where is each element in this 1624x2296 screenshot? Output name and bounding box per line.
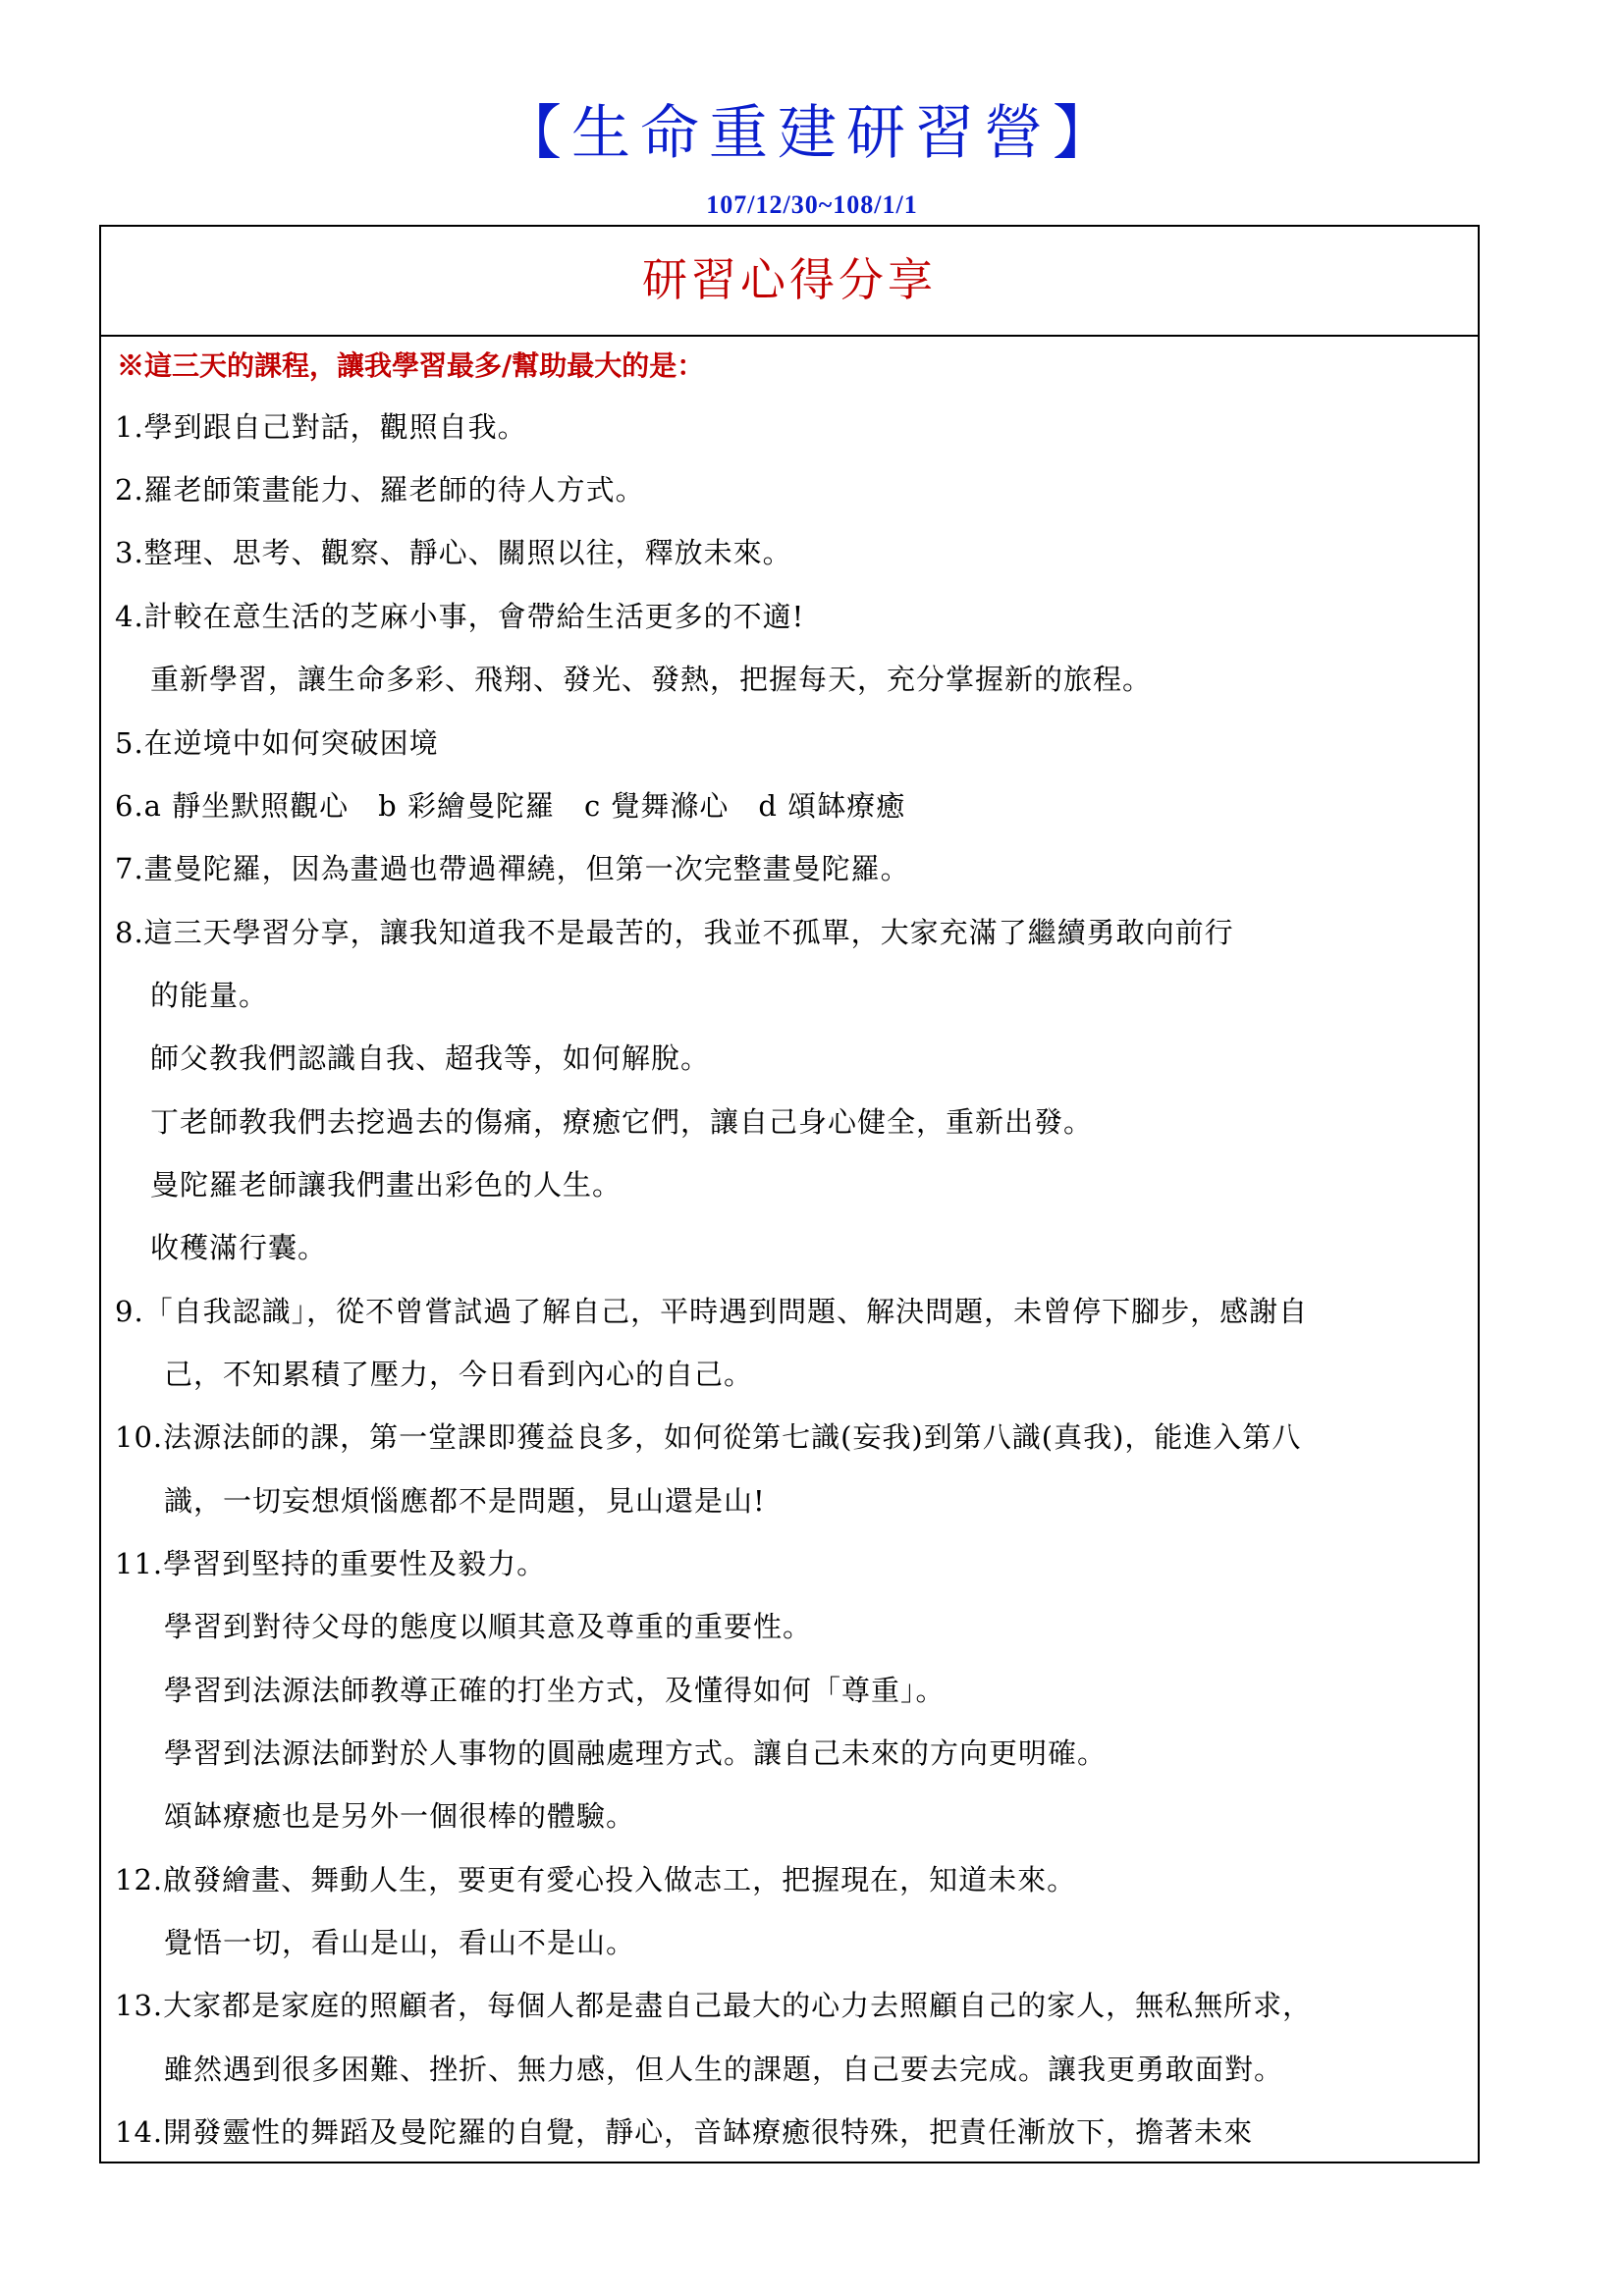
answer-line: 師父教我們認識自我、超我等，如何解脫。: [150, 1041, 711, 1075]
sharing-heading: 研習心得分享: [101, 227, 1478, 337]
answer-line: 1.學到跟自己對話，觀照自我。: [115, 410, 527, 444]
answer-line: 的能量。: [150, 979, 269, 1012]
answer-line: 13.大家都是家庭的照顧者，每個人都是盡自己最大的心力去照顧自己的家人，無私無所求，: [115, 1989, 1313, 2022]
answer-line: 7.畫曼陀羅，因為畫過也帶過禪繞，但第一次完整畫曼陀羅。: [115, 852, 910, 885]
answer-line: 曼陀羅老師讓我們畫出彩色的人生。: [150, 1168, 623, 1201]
answer-line: 6.a 靜坐默照觀心 b 彩繪曼陀羅 c 覺舞滌心 d 頌缽療癒: [115, 789, 906, 823]
answer-line: 12.啟發繪畫、舞動人生，要更有愛心投入做志工，把握現在，知道未來。: [115, 1863, 1077, 1896]
answer-line: 4.計較在意生活的芝麻小事，會帶給生活更多的不適!: [115, 600, 805, 633]
answer-line: 10.法源法師的課，第一堂課即獲益良多，如何從第七識(妄我)到第八識(真我)，能進入第八: [115, 1420, 1302, 1454]
answer-line: 丁老師教我們去挖過去的傷痛，療癒它們，讓自己身心健全，重新出發。: [150, 1105, 1094, 1139]
sharing-box: [99, 225, 1480, 2163]
answer-line: 14.開發靈性的舞蹈及曼陀羅的自覺，靜心，音缽療癒很特殊，把責任漸放下，擔著未來: [115, 2115, 1254, 2149]
event-date: 107/12/30~108/1/1: [706, 190, 918, 219]
answer-line: 2.羅老師策畫能力、羅老師的待人方式。: [115, 473, 645, 507]
answer-line: 9.「自我認識」，從不曾嘗試過了解自己，平時遇到問題、解決問題，未曾停下腳步，感謝自: [115, 1295, 1309, 1328]
answer-line: 學習到法源法師對於人事物的圓融處理方式。讓自己未來的方向更明確。: [164, 1736, 1108, 1770]
answer-line: 雖然遇到很多困難、挫折、無力感，但人生的課題，自己要去完成。讓我更勇敢面對。: [164, 2053, 1284, 2086]
answer-line: 11.學習到堅持的重要性及毅力。: [115, 1547, 547, 1580]
answer-line: 覺悟一切，看山是山，看山不是山。: [164, 1926, 636, 1959]
question-prompt: ※這三天的課程，讓我學習最多/幫助最大的是：: [117, 349, 705, 382]
answer-line: 己，不知累積了壓力，今日看到內心的自己。: [164, 1358, 754, 1391]
answer-line: 學習到對待父母的態度以順其意及尊重的重要性。: [164, 1610, 813, 1643]
answer-line: 重新學習，讓生命多彩、飛翔、發光、發熱，把握每天，充分掌握新的旅程。: [150, 663, 1153, 696]
answer-line: 5.在逆境中如何突破困境: [115, 726, 439, 760]
answer-line: 學習到法源法師教導正確的打坐方式，及懂得如何「尊重」。: [164, 1674, 946, 1707]
answer-line: 收穫滿行囊。: [150, 1231, 328, 1264]
answer-line: 識，一切妄想煩惱應都不是問題，見山還是山!: [164, 1484, 766, 1518]
page-title: 【生命重建研習營】: [503, 99, 1121, 168]
answer-line: 頌缽療癒也是另外一個很棒的體驗。: [164, 1799, 636, 1833]
answer-line: 8.這三天學習分享，讓我知道我不是最苦的，我並不孤單，大家充滿了繼續勇敢向前行: [115, 916, 1234, 949]
answer-line: 3.整理、思考、觀察、靜心、關照以往，釋放未來。: [115, 536, 792, 569]
